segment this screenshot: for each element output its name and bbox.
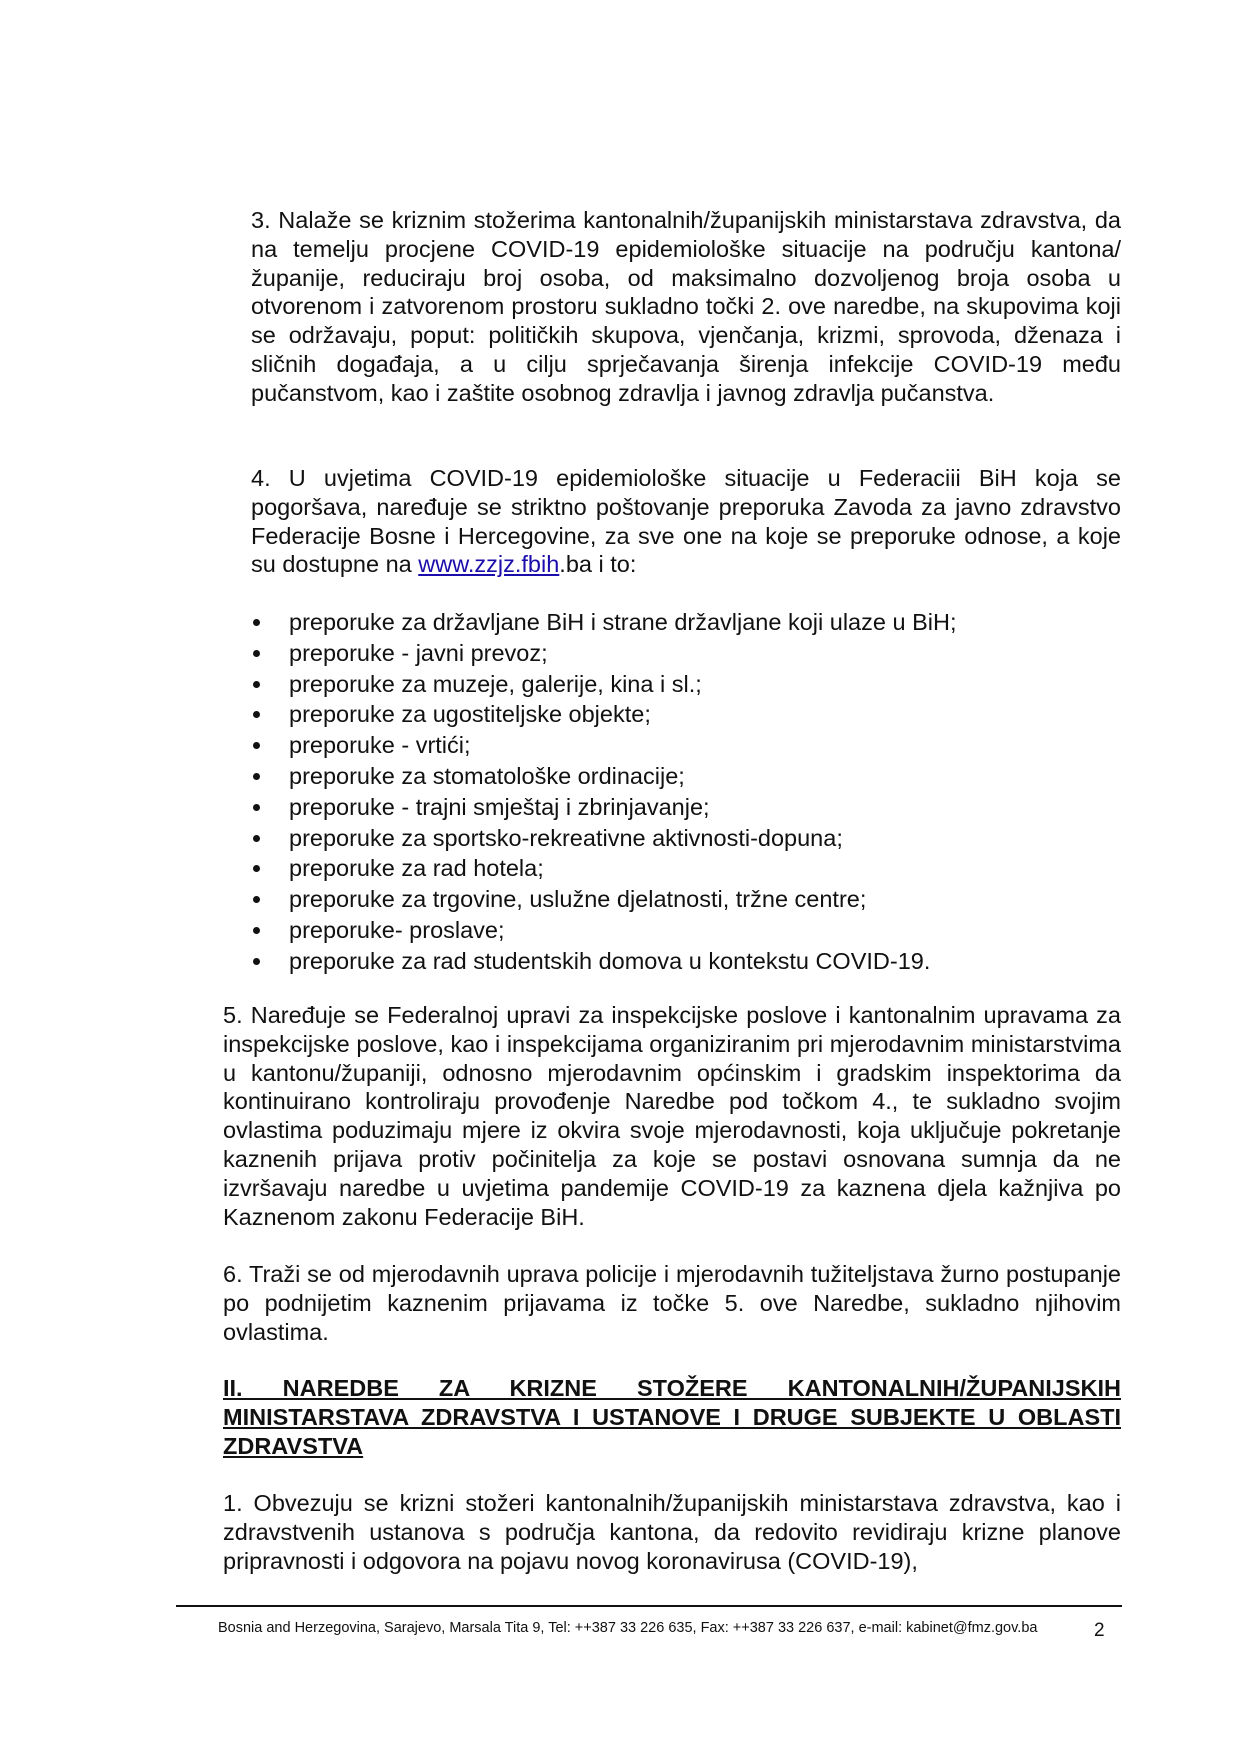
bullet-icon [253,681,260,688]
bullet-icon [253,711,260,718]
list-item: preporuke - trajni smještaj i zbrinjavanje; [251,792,1121,823]
paragraph-5: 5. Naređuje se Federalnoj upravi za inspekcijske poslove i kantonalnim upravama za inspekcijske poslove, kao i inspekcijama organiziranim pri mjerodavnim ministarstvima u kantonu/županiji, odnosno mjerodavnim općinskim i gradskim inspektorima da kontinuirano kontroliraju provođenje Naredbe pod točkom 4., te sukladno svojim ovlastima poduzimaju mjere iz okvira svoje mjerodavnosti, koja uključuje pokretanje kaznenih prijava protiv počinitelja za koje se postavi osnovana sumnja da ne izvršavaju naredbe u uvjetima pandemije COVID-19 za kaznena djela kažnjiva po Kaznenom zakonu Federacije BiH. [223,1002,1121,1230]
footer-address: Bosnia and Herzegovina, Sarajevo, Marsala Tita 9, Tel: ++387 33 226 635, Fax: ++387 33 226 637, e-mail: kabinet@fmz.gov.ba [218,1620,1038,1636]
zzjz-link[interactable]: www.zzjz.fbih [418,551,560,578]
list-item: preporuke za trgovine, uslužne djelatnosti, tržne centre; [251,884,1121,915]
bullet-icon [253,742,260,749]
bullet-icon [253,927,260,934]
bullet-icon [253,804,260,811]
footer-divider [176,1605,1122,1607]
bullet-icon [253,650,260,657]
list-item: preporuke - javni prevoz; [251,638,1121,669]
list-item: preporuke - vrtići; [251,730,1121,761]
section-2-paragraph-1: 1. Obvezuju se krizni stožeri kantonalnih/županijskih ministarstava zdravstva, kao i zdravstvenih ustanova s područja kantona, da redovito revidiraju krizne planove pripravnosti i odgovora na pojavu novog koronavirusa (COVID-19), [223,1490,1121,1574]
list-item: preporuke za državljane BiH i strane državljane koji ulaze u BiH; [251,607,1121,638]
bullet-icon [253,865,260,872]
list-item: preporuke za muzeje, galerije, kina i sl.; [251,669,1121,700]
list-item: preporuke za sportsko-rekreativne aktivnosti-dopuna; [251,823,1121,854]
paragraph-4-tail: .ba i to: [559,551,637,578]
page-number: 2 [1094,1620,1105,1641]
bullet-icon [253,958,260,965]
list-item: preporuke za rad hotela; [251,853,1121,884]
list-item: preporuke za rad studentskih domova u kontekstu COVID-19. [251,946,1121,977]
bullet-icon [253,619,260,626]
section-heading: II. NAREDBE ZA KRIZNE STOŽERE KANTONALNIH/ŽUPANIJSKIH MINISTARSTAVA ZDRAVSTVA I USTANOVE I DRUGE SUBJEKTE U OBLASTI ZDRAVSTVA [223,1375,1121,1459]
list-item: preporuke za stomatološke ordinacije; [251,761,1121,792]
paragraph-6: 6. Traži se od mjerodavnih uprava policije i mjerodavnih tužiteljstava žurno postupanje po podnijetim kaznenim prijavama iz točke 5. ove Naredbe, sukladno njihovim ovlastima. [223,1261,1121,1345]
paragraph-3: 3. Nalaže se kriznim stožerima kantonalnih/županijskih ministarstava zdravstva, da na temelju procjene COVID-19 epidemiološke situacije na području kantona/županije, reduciraju broj osoba, od maksimalno dozvoljenog broja osoba u otvorenom i zatvorenom prostoru sukladno točki 2. ove naredbe, na skupovima koji se održavaju, poput: političkih skupova, vjenčanja, krizmi, sprovoda, dženaza i sličnih događaja, a u cilju sprječavanja širenja infekcije COVID-19 među pučanstvom, kao i zaštite osobnog zdravlja i javnog zdravlja pučanstva. [251,207,1121,406]
bullet-icon [253,835,260,842]
paragraph-4-text: 4. U uvjetima COVID-19 epidemiološke situacije u Federaciii BiH koja se pogoršava, naređuje se striktno poštovanje preporuka Zavoda za javno zdravstvo Federacije Bosne i Hercegovine, za sve one na koje se preporuke odnose, a koje su dostupne na [251,465,1121,578]
recommendations-list [251,607,1121,977]
list-item: preporuke- proslave; [251,915,1121,946]
bullet-icon [253,896,260,903]
list-item: preporuke za ugostiteljske objekte; [251,699,1121,730]
bullet-icon [253,773,260,780]
paragraph-4 [251,464,1121,579]
